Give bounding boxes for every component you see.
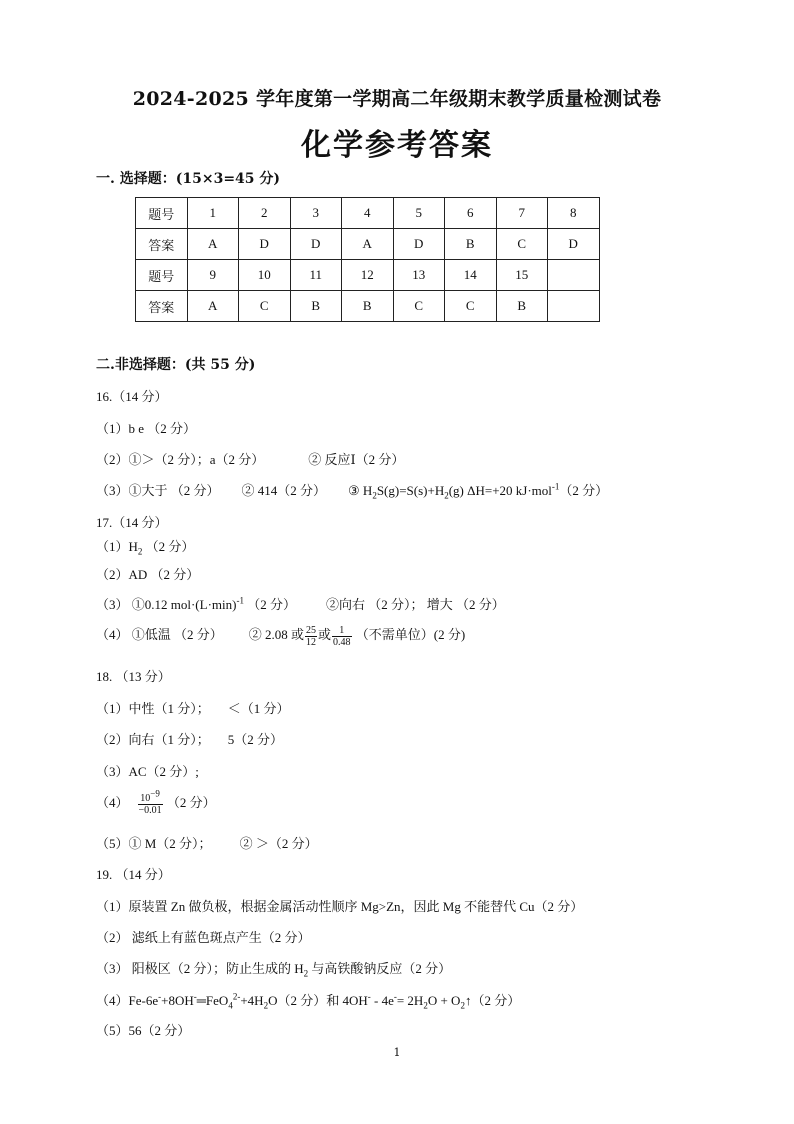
q17-header: 17.（14 分）	[96, 515, 168, 530]
q16-part3-c: ③ $H_2S(g)=S(s)+H_2(g)$ ΔH=+20 kJ·mol$^{-1}$（2 分）	[348, 481, 609, 501]
q16-part2	[96, 449, 404, 468]
q18-part2: （2）向右（1 分）； 5（2 分）	[96, 732, 284, 747]
answer-table	[135, 197, 600, 322]
q16-part3	[96, 480, 608, 499]
fraction-25-12: $\frac{25}{12}$	[306, 624, 317, 648]
q16-part2-b: ② 反应Ⅰ（2 分）	[308, 452, 405, 467]
table-cell: A	[342, 229, 394, 260]
q16-part2-a: （2）①＞（2 分）；a（2 分）	[96, 452, 265, 467]
q19-part3: （3） 阳极区（2 分）；防止生成的 $H_2$ 与高铁酸钠反应（2 分）	[96, 961, 452, 979]
table-cell: 9	[187, 260, 239, 291]
q18-part4: （4） $\frac{10^{-9}}{-0.01}$ （2 分）	[96, 788, 216, 816]
table-cell	[548, 260, 600, 291]
table-cell: 15	[496, 260, 548, 291]
table-cell: 10	[239, 260, 291, 291]
table-cell: 3	[290, 198, 342, 229]
table-cell: D	[548, 229, 600, 260]
table-cell: A	[187, 229, 239, 260]
table-row	[136, 291, 600, 322]
answer-key-title: 化学参考答案	[301, 128, 493, 163]
q18-part5: （5）① M（2 分）； ② ＞（2 分）	[96, 836, 318, 851]
table-cell: C	[393, 291, 445, 322]
q17-part2: （2）AD （2 分）	[96, 567, 200, 582]
table-cell: B	[342, 291, 394, 322]
q17-part3	[96, 594, 505, 613]
table-cell: B	[290, 291, 342, 322]
q17-part4-a: （4） ①低温 （2 分）	[96, 627, 223, 642]
exam-title: 2024-2025 学年度第一学期高二年级期末教学质量检测试卷	[132, 88, 662, 110]
table-cell: D	[290, 229, 342, 260]
fraction-1-0.48: $\frac{1}{0.48}$	[333, 624, 351, 648]
q16-part1: （1）b e （2 分）	[96, 421, 197, 436]
q17-part3-a: （3） ①0.12 $mol\cdot(L\cdot\min)^{-1}$ （2 分）	[96, 595, 296, 612]
table-cell: C	[239, 291, 291, 322]
page-number: 1	[393, 1046, 401, 1059]
table-cell: B	[496, 291, 548, 322]
table-cell: 7	[496, 198, 548, 229]
table-row	[136, 229, 600, 260]
table-cell: 2	[239, 198, 291, 229]
q19-part2: （2） 滤纸上有蓝色斑点产生（2 分）	[96, 930, 311, 945]
fraction-1e-9-over-neg0.01: $\frac{10^{-9}}{-0.01}$	[138, 788, 162, 816]
table-cell: 12	[342, 260, 394, 291]
table-row	[136, 198, 600, 229]
table-cell	[548, 291, 600, 322]
table-cell: D	[239, 229, 291, 260]
table-cell: 14	[445, 260, 497, 291]
table-row	[136, 260, 600, 291]
q18-part3: （3）AC（2 分）;	[96, 764, 199, 779]
q17-part3-b: ②向右 （2 分）； 增大 （2 分）	[325, 597, 505, 612]
table-cell: C	[496, 229, 548, 260]
q17-part4	[96, 624, 465, 648]
q16-header: 16.（14 分）	[96, 389, 168, 404]
table-cell: 8	[548, 198, 600, 229]
q19-part5: （5）56（2 分）	[96, 1023, 191, 1038]
row-label-cell: 题号	[136, 198, 188, 229]
q19-part1: （1）原装置 Zn 做负极，根据金属活动性顺序 Mg>Zn，因此 Mg 不能替代 Cu（2 分）	[96, 899, 584, 914]
row-label-cell: 题号	[136, 260, 188, 291]
table-cell: C	[445, 291, 497, 322]
row-label-cell: 答案	[136, 229, 188, 260]
q16-part3-b: ② 414（2 分）	[241, 483, 327, 498]
table-cell: 13	[393, 260, 445, 291]
table-cell: D	[393, 229, 445, 260]
q19-header: 19. （14 分）	[96, 867, 171, 882]
row-label-cell: 答案	[136, 291, 188, 322]
table-cell: 1	[187, 198, 239, 229]
section-1-heading: 一. 选择题：(15×3=45 分)	[96, 171, 281, 187]
table-cell: 4	[342, 198, 394, 229]
table-cell: 5	[393, 198, 445, 229]
table-cell: 6	[445, 198, 497, 229]
q16-part3-a: （3）①大于 （2 分）	[96, 483, 220, 498]
table-cell: 11	[290, 260, 342, 291]
q18-part1: （1）中性（1 分）； ＜（1 分）	[96, 701, 290, 716]
section-2-heading: 二.非选择题：(共 55 分)	[96, 357, 256, 373]
q19-part4: $(4)Fe-6e^-+8OH^-═FeO_4^{2-}+4H_2O(2$ 分）和 $4OH^- - 4e^-= 2H_2O$ + $O_2↑(2$ 分）	[96, 991, 521, 1011]
q17-part4-b: ② 2.08 或 $\frac{25}{12}$ 或 $\frac{1}{0.48}$ （不需单位）(2 分)	[248, 624, 466, 648]
q17-part1: $(1)H_2$ （2 分）	[96, 539, 195, 557]
q18-header: 18. （13 分）	[96, 669, 171, 684]
table-cell: A	[187, 291, 239, 322]
table-cell: B	[445, 229, 497, 260]
